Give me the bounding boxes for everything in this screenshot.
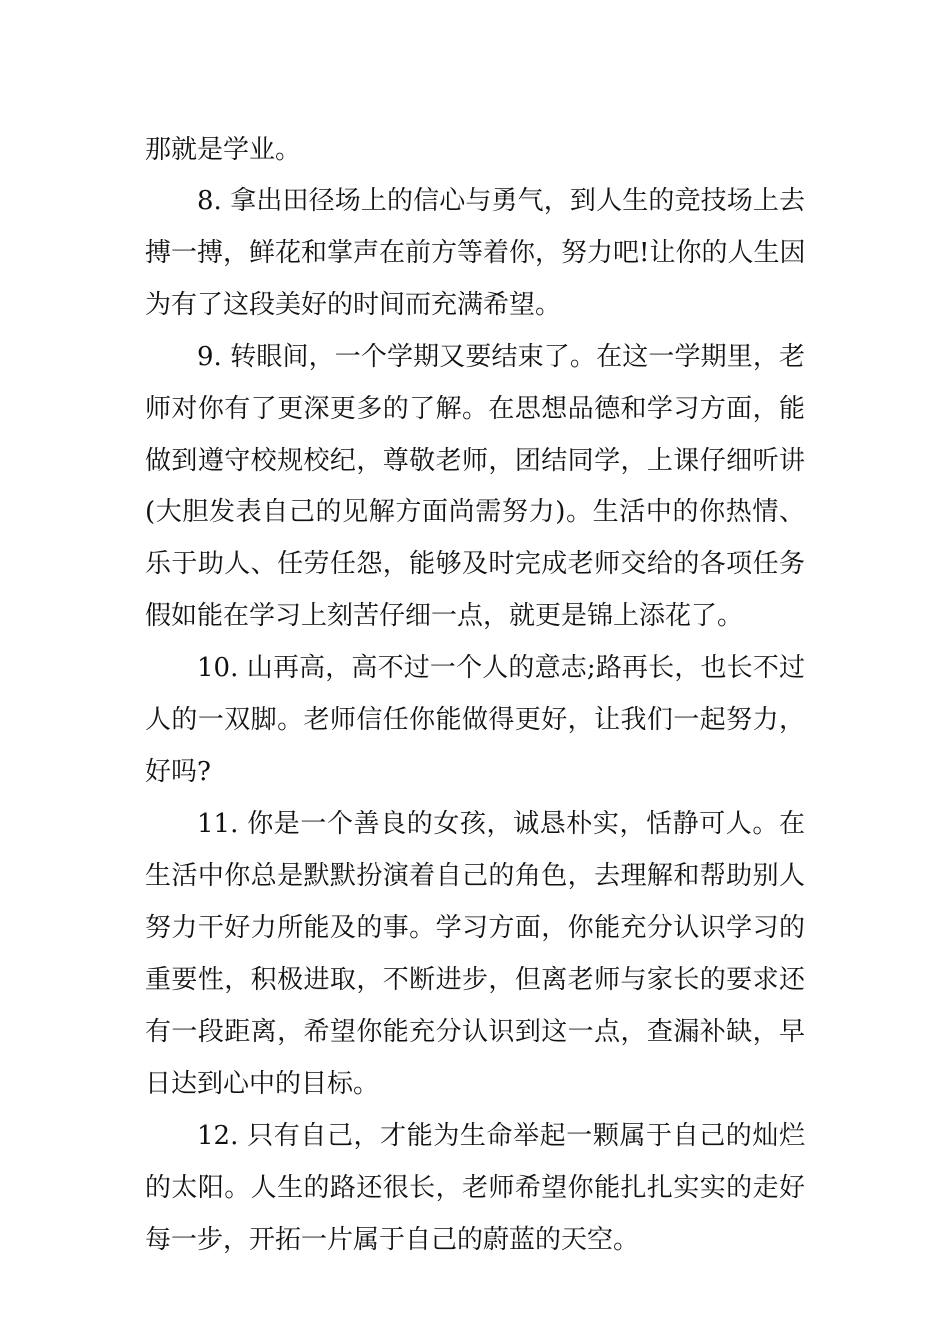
- paragraph-9-line-1: 9. 转眼间，一个学期又要结束了。在这一学期里，老: [197, 342, 805, 372]
- paragraph-10-line-3: 好吗?: [145, 757, 211, 787]
- paragraph-11-line-3: 努力干好力所能及的事。学习方面，你能充分认识学习的: [145, 913, 805, 943]
- paragraph-11-line-4: 重要性，积极进取，不断进步，但离老师与家长的要求还: [145, 965, 805, 995]
- paragraph-12-line-3: 每一步，开拓一片属于自己的蔚蓝的天空。: [145, 1225, 640, 1255]
- paragraph-9-line-2: 师对你有了更深更多的了解。在思想品德和学习方面，能: [145, 394, 805, 424]
- paragraph-9-line-6: 假如能在学习上刻苦仔细一点，就更是锦上添花了。: [145, 601, 744, 631]
- paragraph-10-line-2: 人的一双脚。老师信任你能做得更好，让我们一起努力，: [145, 705, 805, 735]
- paragraph-11-line-1: 11. 你是一个善良的女孩，诚恳朴实，恬静可人。在: [197, 809, 805, 839]
- paragraph-9-line-5: 乐于助人、任劳任怨，能够及时完成老师交给的各项任务: [145, 549, 805, 579]
- paragraph-11-line-5: 有一段距离，希望你能充分认识到这一点，查漏补缺，早: [145, 1017, 805, 1047]
- paragraph-8-line-3: 为有了这段美好的时间而充满希望。: [145, 290, 562, 320]
- paragraph-12-line-1: 12. 只有自己，才能为生命举起一颗属于自己的灿烂: [197, 1121, 805, 1151]
- paragraph-12-line-2: 的太阳。人生的路还很长，老师希望你能扎扎实实的走好: [145, 1173, 805, 1203]
- paragraph-9-line-3: 做到遵守校规校纪，尊敬老师，团结同学，上课仔细听讲: [145, 446, 805, 476]
- paragraph-9-line-4: (大胆发表自己的见解方面尚需努力)。生活中的你热情、: [145, 497, 805, 527]
- paragraph-10-line-1: 10. 山再高，高不过一个人的意志;路再长，也长不过: [197, 653, 805, 683]
- paragraph-11-line-6: 日达到心中的目标。: [145, 1069, 380, 1099]
- paragraph-8-line-2: 搏一搏，鲜花和掌声在前方等着你，努力吧!让你的人生因: [145, 238, 806, 268]
- text-line: 那就是学业。: [145, 135, 302, 165]
- paragraph-8-line-1: 8. 拿出田径场上的信心与勇气，到人生的竞技场上去: [197, 186, 805, 216]
- paragraph-11-line-2: 生活中你总是默默扮演着自己的角色，去理解和帮助别人: [145, 861, 805, 891]
